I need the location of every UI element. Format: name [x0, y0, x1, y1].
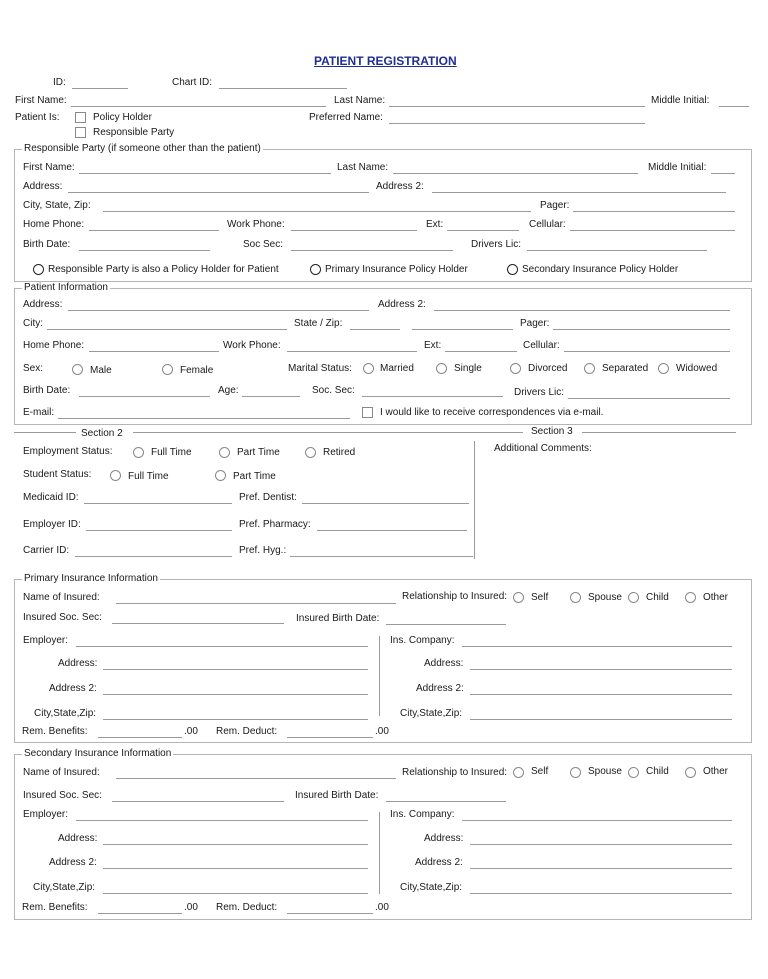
section-divider [474, 441, 475, 559]
sec-rem-benefits-label: Rem. Benefits: [22, 902, 88, 913]
sec-insured-birth-date-label: Insured Birth Date: [295, 790, 379, 801]
sec-column-divider [379, 812, 380, 894]
additional-comments-label: Additional Comments: [494, 443, 592, 454]
rp-birth-date-label: Birth Date: [23, 239, 71, 250]
pt-single-label: Single [454, 363, 482, 374]
sec-other-radio[interactable] [685, 767, 696, 778]
sec-spouse-radio[interactable] [570, 767, 581, 778]
employment-part-time-label: Part Time [237, 447, 280, 458]
rp-first-name-field[interactable] [79, 173, 331, 174]
pt-cellular-label: Cellular: [523, 340, 560, 351]
patient-info-legend: Patient Information [24, 282, 108, 293]
chart-id-label: Chart ID: [172, 77, 213, 88]
pri-rem-benefits-value: .00 [184, 726, 198, 737]
student-part-time-radio[interactable] [215, 470, 226, 481]
pri-insured-birth-date-field[interactable] [386, 624, 506, 625]
sec-ins-city-state-zip-field[interactable] [470, 893, 732, 894]
pt-birth-date-label: Birth Date: [23, 385, 71, 396]
pt-pager-field[interactable] [553, 329, 730, 330]
rp-last-name-label: Last Name: [337, 162, 389, 173]
sec-self-label: Self [531, 766, 549, 777]
pt-age-field[interactable] [242, 396, 300, 397]
pri-spouse-radio[interactable] [570, 592, 581, 603]
medicaid-id-label: Medicaid ID: [23, 492, 79, 503]
pt-female-label: Female [180, 365, 214, 376]
pri-self-radio[interactable] [513, 592, 524, 603]
pt-work-phone-field[interactable] [287, 351, 417, 352]
pt-work-phone-label: Work Phone: [223, 340, 281, 351]
pri-address2-field[interactable] [103, 694, 368, 695]
pri-ins-company-field[interactable] [462, 646, 732, 647]
student-status-label: Student Status: [23, 469, 92, 480]
policy-holder-checkbox[interactable] [75, 112, 86, 123]
pri-ins-company-label: Ins. Company: [390, 635, 455, 646]
employment-retired-radio[interactable] [305, 447, 316, 458]
pref-hyg-label: Pref. Hyg.: [239, 545, 287, 556]
rp-home-phone-label: Home Phone: [23, 219, 85, 230]
employment-part-time-radio[interactable] [219, 447, 230, 458]
pt-drivers-lic-label: Drivers Lic: [514, 387, 565, 398]
pri-insured-soc-sec-label: Insured Soc. Sec: [23, 612, 102, 623]
pt-address-label: Address: [23, 299, 63, 310]
sec-rem-benefits-value: .00 [184, 902, 198, 913]
pri-rem-benefits-field[interactable] [98, 737, 182, 738]
sec-rem-deduct-field[interactable] [287, 913, 373, 914]
rp-soc-sec-label: Soc Sec: [243, 239, 284, 250]
rp-secondary-holder-label: Secondary Insurance Policy Holder [522, 264, 679, 275]
employer-id-label: Employer ID: [23, 519, 81, 530]
section2-rule-right [133, 432, 523, 433]
rp-pager-field[interactable] [573, 211, 735, 212]
pt-address2-label: Address 2: [378, 299, 426, 310]
secondary-insurance-legend: Secondary Insurance Information [24, 748, 172, 759]
rp-drivers-lic-label: Drivers Lic: [471, 239, 522, 250]
sec-ins-company-label: Ins. Company: [390, 809, 455, 820]
pri-other-radio[interactable] [685, 592, 696, 603]
sec-ins-address-field[interactable] [470, 844, 732, 845]
pri-ins-address2-field[interactable] [470, 694, 732, 695]
pt-marital-status-label: Marital Status: [288, 363, 352, 374]
responsible-party-label: Responsible Party [93, 127, 175, 138]
pt-ext-field[interactable] [445, 351, 517, 352]
pt-separated-label: Separated [602, 363, 649, 374]
pt-zip-field[interactable] [412, 329, 513, 330]
pt-email-opt-in-checkbox[interactable] [362, 407, 373, 418]
pt-married-label: Married [380, 363, 414, 374]
student-full-time-label: Full Time [128, 471, 169, 482]
chart-id-field[interactable] [219, 88, 347, 89]
pref-pharmacy-field[interactable] [317, 530, 467, 531]
pri-ins-address-field[interactable] [470, 669, 732, 670]
pref-hyg-field[interactable] [290, 556, 473, 557]
sec-insured-soc-sec-label: Insured Soc. Sec: [23, 790, 102, 801]
responsible-party-legend: Responsible Party (if someone other than the patient) [24, 143, 261, 154]
sec-insured-birth-date-field[interactable] [386, 801, 506, 802]
rp-address2-label: Address 2: [376, 181, 424, 192]
pt-male-label: Male [90, 365, 112, 376]
carrier-id-field[interactable] [75, 556, 232, 557]
pt-email-opt-in-label: I would like to receive correspondences via e-mail. [380, 407, 604, 418]
employment-full-time-label: Full Time [151, 447, 192, 458]
pri-ins-address2-label: Address 2: [416, 683, 464, 694]
sec-ins-address-label: Address: [424, 833, 464, 844]
rp-address-label: Address: [23, 181, 63, 192]
pri-rem-benefits-label: Rem. Benefits: [22, 726, 88, 737]
pri-spouse-label: Spouse [588, 592, 622, 603]
first-name-label: First Name: [15, 95, 67, 106]
rp-pager-label: Pager: [540, 200, 570, 211]
sec-rem-benefits-field[interactable] [98, 913, 182, 914]
rp-first-name-label: First Name: [23, 162, 75, 173]
carrier-id-label: Carrier ID: [23, 545, 70, 556]
pri-address2-label: Address 2: [49, 683, 97, 694]
rp-ext-label: Ext: [426, 219, 444, 230]
pt-pager-label: Pager: [520, 318, 550, 329]
pri-address-field[interactable] [103, 669, 368, 670]
pt-state-field[interactable] [350, 329, 400, 330]
pri-child-radio[interactable] [628, 592, 639, 603]
pt-city-field[interactable] [47, 329, 287, 330]
pt-cellular-field[interactable] [564, 351, 730, 352]
middle-initial-field[interactable] [719, 106, 749, 107]
pri-name-of-insured-label: Name of Insured: [23, 592, 100, 603]
pt-divorced-label: Divorced [528, 363, 568, 374]
section2-rule-left [14, 432, 76, 433]
policy-holder-label: Policy Holder [93, 112, 152, 123]
pri-self-label: Self [531, 592, 549, 603]
rp-policy-holder-label: Responsible Party is also a Policy Holder for Patient [48, 264, 279, 275]
pt-soc-sec-field[interactable] [362, 396, 503, 397]
pri-ins-city-state-zip-field[interactable] [470, 719, 732, 720]
pri-address-label: Address: [58, 658, 98, 669]
pri-rem-deduct-value: .00 [375, 726, 389, 737]
sec-self-radio[interactable] [513, 767, 524, 778]
sec-rem-deduct-label: Rem. Deduct: [216, 902, 278, 913]
employment-status-label: Employment Status: [23, 446, 113, 457]
sec-address-field[interactable] [103, 844, 368, 845]
id-label: ID: [53, 77, 66, 88]
pt-widowed-label: Widowed [676, 363, 718, 374]
pref-pharmacy-label: Pref. Pharmacy: [239, 519, 311, 530]
sec-city-state-zip-field[interactable] [103, 893, 368, 894]
section2-title: Section 2 [81, 428, 123, 439]
primary-insurance-legend: Primary Insurance Information [24, 573, 158, 584]
medicaid-id-field[interactable] [84, 503, 232, 504]
pt-home-phone-field[interactable] [89, 351, 219, 352]
sec-child-radio[interactable] [628, 767, 639, 778]
pt-ext-label: Ext: [424, 340, 442, 351]
rp-address2-field[interactable] [432, 192, 726, 193]
form-title: PATIENT REGISTRATION [314, 54, 457, 68]
rp-city-state-zip-label: City, State, Zip: [23, 200, 91, 211]
pt-address2-field[interactable] [434, 310, 730, 311]
pt-city-label: City: [23, 318, 43, 329]
pri-city-state-zip-field[interactable] [103, 719, 368, 720]
sec-ins-address2-label: Address 2: [415, 857, 463, 868]
section3-rule-right [582, 432, 736, 433]
sec-name-of-insured-label: Name of Insured: [23, 767, 100, 778]
pt-married-radio[interactable] [363, 363, 374, 374]
sec-insured-soc-sec-field[interactable] [112, 801, 284, 802]
pri-relationship-label: Relationship to Insured: [402, 591, 508, 602]
pt-email-label: E-mail: [23, 407, 55, 418]
pt-address-field[interactable] [68, 310, 369, 311]
preferred-name-field[interactable] [389, 123, 645, 124]
middle-initial-label: Middle Initial: [651, 95, 710, 106]
student-part-time-label: Part Time [233, 471, 276, 482]
pri-employer-field[interactable] [76, 646, 368, 647]
sec-ins-city-state-zip-label: City,State,Zip: [400, 882, 463, 893]
pref-dentist-label: Pref. Dentist: [239, 492, 297, 503]
sec-address-label: Address: [58, 833, 98, 844]
section3-title: Section 3 [531, 426, 573, 437]
pt-birth-date-field[interactable] [79, 396, 210, 397]
sec-address2-label: Address 2: [49, 857, 97, 868]
rp-city-state-zip-field[interactable] [103, 211, 531, 212]
pri-name-of-insured-field[interactable] [116, 603, 396, 604]
pt-home-phone-label: Home Phone: [23, 340, 85, 351]
pt-separated-radio[interactable] [584, 363, 595, 374]
id-field[interactable] [72, 88, 128, 89]
pri-child-label: Child [646, 592, 669, 603]
last-name-field[interactable] [389, 106, 645, 107]
pt-drivers-lic-field[interactable] [568, 398, 730, 399]
employer-id-field[interactable] [86, 530, 232, 531]
rp-secondary-holder-radio[interactable] [507, 264, 518, 275]
student-full-time-radio[interactable] [110, 470, 121, 481]
rp-middle-initial-label: Middle Initial: [648, 162, 707, 173]
sec-employer-label: Employer: [23, 809, 69, 820]
pri-city-state-zip-label: City,State,Zip: [34, 708, 97, 719]
rp-address-field[interactable] [68, 192, 369, 193]
employment-retired-label: Retired [323, 447, 356, 458]
pt-female-radio[interactable] [162, 364, 173, 375]
pri-employer-label: Employer: [23, 635, 69, 646]
pri-rem-deduct-label: Rem. Deduct: [216, 726, 278, 737]
first-name-field[interactable] [71, 106, 326, 107]
rp-drivers-lic-field[interactable] [527, 250, 707, 251]
sec-ins-company-field[interactable] [462, 820, 732, 821]
rp-primary-holder-radio[interactable] [310, 264, 321, 275]
sec-relationship-label: Relationship to Insured: [402, 767, 508, 778]
rp-cellular-field[interactable] [570, 230, 735, 231]
pri-ins-city-state-zip-label: City,State,Zip: [400, 708, 463, 719]
rp-ext-field[interactable] [447, 230, 519, 231]
sec-employer-field[interactable] [76, 820, 368, 821]
sec-child-label: Child [646, 766, 669, 777]
sec-rem-deduct-value: .00 [375, 902, 389, 913]
pt-widowed-radio[interactable] [658, 363, 669, 374]
rp-policy-holder-radio[interactable] [33, 264, 44, 275]
sec-spouse-label: Spouse [588, 766, 622, 777]
responsible-party-checkbox[interactable] [75, 127, 86, 138]
rp-work-phone-field[interactable] [291, 230, 417, 231]
sec-other-label: Other [703, 766, 729, 777]
sec-city-state-zip-label: City,State,Zip: [33, 882, 96, 893]
pri-ins-address-label: Address: [424, 658, 464, 669]
pt-single-radio[interactable] [436, 363, 447, 374]
last-name-label: Last Name: [334, 95, 386, 106]
pt-age-label: Age: [218, 385, 239, 396]
rp-cellular-label: Cellular: [529, 219, 566, 230]
pref-dentist-field[interactable] [302, 503, 469, 504]
sec-name-of-insured-field[interactable] [116, 778, 396, 779]
rp-home-phone-field[interactable] [89, 230, 219, 231]
rp-work-phone-label: Work Phone: [227, 219, 285, 230]
patient-is-label: Patient Is: [15, 112, 60, 123]
pri-insured-soc-sec-field[interactable] [112, 623, 284, 624]
pt-male-radio[interactable] [72, 364, 83, 375]
rp-birth-date-field[interactable] [79, 250, 210, 251]
pt-sex-label: Sex: [23, 363, 44, 374]
employment-full-time-radio[interactable] [133, 447, 144, 458]
pt-divorced-radio[interactable] [510, 363, 521, 374]
pri-rem-deduct-field[interactable] [287, 737, 373, 738]
rp-middle-initial-field[interactable] [711, 173, 735, 174]
pt-soc-sec-label: Soc. Sec: [312, 385, 355, 396]
pt-email-field[interactable] [58, 418, 350, 419]
rp-primary-holder-label: Primary Insurance Policy Holder [325, 264, 468, 275]
sec-address2-field[interactable] [103, 868, 368, 869]
preferred-name-label: Preferred Name: [309, 112, 383, 123]
pri-other-label: Other [703, 592, 729, 603]
sec-ins-address2-field[interactable] [470, 868, 732, 869]
pt-state-zip-label: State / Zip: [294, 318, 343, 329]
rp-soc-sec-field[interactable] [291, 250, 453, 251]
pri-column-divider [379, 636, 380, 716]
rp-last-name-field[interactable] [393, 173, 638, 174]
pri-insured-birth-date-label: Insured Birth Date: [296, 613, 380, 624]
